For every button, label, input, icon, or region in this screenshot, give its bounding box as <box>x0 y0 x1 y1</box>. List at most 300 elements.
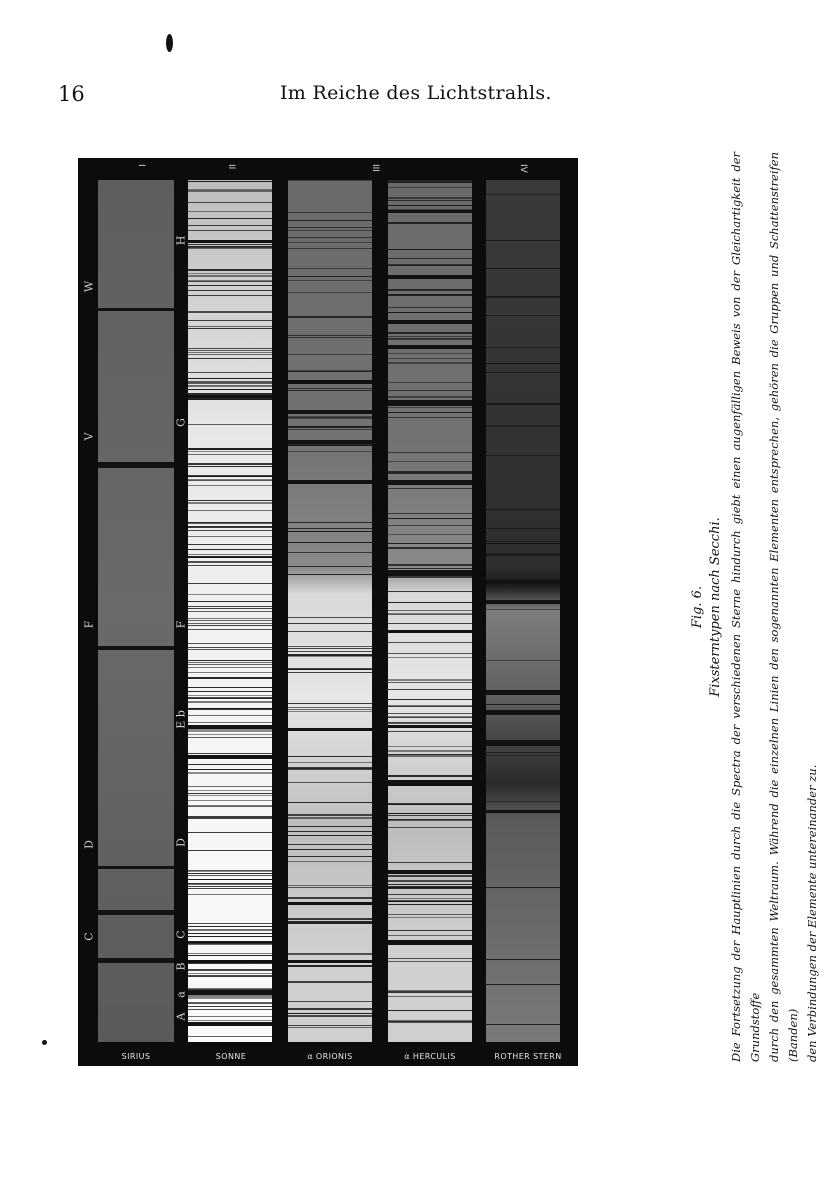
strong-band <box>486 600 560 604</box>
figure-description <box>727 152 822 1062</box>
absorption-line <box>388 917 472 918</box>
absorption-line <box>188 530 272 531</box>
absorption-line <box>188 544 272 545</box>
absorption-line <box>288 782 372 783</box>
absorption-line <box>388 336 472 337</box>
page-number: 16 <box>58 82 85 106</box>
absorption-line <box>188 884 272 885</box>
absorption-line <box>388 332 472 334</box>
absorption-line <box>288 756 372 757</box>
absorption-line <box>188 873 272 874</box>
strong-band <box>388 630 472 633</box>
absorption-line <box>188 565 272 566</box>
label-alpha-herculis: α HERCULIS <box>404 1052 456 1061</box>
absorption-line <box>288 371 372 372</box>
absorption-line <box>188 502 272 504</box>
absorption-line <box>188 424 272 425</box>
absorption-line <box>288 418 372 419</box>
absorption-line <box>188 549 272 550</box>
strong-band <box>388 780 472 786</box>
absorption-line <box>486 363 560 364</box>
absorption-line <box>388 339 472 340</box>
line-label-a: A <box>174 1012 188 1021</box>
absorption-line <box>486 801 560 802</box>
absorption-line <box>288 390 372 391</box>
strong-band <box>98 646 174 650</box>
absorption-line <box>388 222 472 224</box>
line-label-h: H <box>174 235 188 246</box>
absorption-line <box>288 248 372 249</box>
absorption-line <box>188 976 272 977</box>
absorption-line <box>388 525 472 526</box>
absorption-line <box>388 723 472 724</box>
absorption-line <box>288 268 372 269</box>
absorption-line <box>486 315 560 316</box>
line-label-eb: E b <box>174 710 188 729</box>
line-label-a-small: a <box>174 991 188 998</box>
absorption-line <box>388 518 472 519</box>
absorption-line <box>288 542 372 543</box>
absorption-line <box>288 566 372 567</box>
absorption-line <box>188 818 272 819</box>
absorption-line <box>288 528 372 529</box>
strong-band <box>188 960 272 963</box>
strong-band <box>388 940 472 945</box>
absorption-line <box>388 961 472 962</box>
absorption-line <box>188 510 272 511</box>
absorption-line <box>388 205 472 206</box>
absorption-line <box>388 699 472 700</box>
absorption-line <box>388 543 472 544</box>
absorption-line <box>188 871 272 872</box>
absorption-line <box>188 269 272 271</box>
absorption-line <box>388 614 472 615</box>
absorption-line <box>388 682 472 683</box>
absorption-line <box>188 697 272 698</box>
absorption-line <box>288 966 372 967</box>
absorption-line <box>388 358 472 359</box>
absorption-line <box>188 753 272 754</box>
absorption-line <box>388 289 472 291</box>
absorption-line <box>188 225 272 226</box>
absorption-line <box>288 623 372 624</box>
absorption-line <box>188 929 272 931</box>
absorption-line <box>188 181 272 182</box>
strong-band <box>98 462 174 468</box>
absorption-line <box>288 1008 372 1010</box>
absorption-line <box>388 642 472 643</box>
absorption-line <box>288 237 372 238</box>
absorption-line <box>288 280 372 281</box>
absorption-line <box>388 935 472 936</box>
absorption-line <box>388 307 472 308</box>
absorption-line <box>188 354 272 355</box>
absorption-line <box>486 755 560 756</box>
absorption-line <box>188 211 272 212</box>
absorption-line <box>388 819 472 821</box>
absorption-line <box>188 275 272 277</box>
absorption-line <box>188 664 272 665</box>
absorption-line <box>188 764 272 765</box>
absorption-line <box>188 923 272 924</box>
absorption-line <box>388 996 472 997</box>
roman-numeral-1: I <box>136 164 146 167</box>
strong-band <box>288 440 372 444</box>
absorption-line <box>188 536 272 537</box>
absorption-line <box>188 832 272 833</box>
figure-caption <box>690 152 819 1062</box>
absorption-line <box>188 944 272 945</box>
absorption-line <box>388 488 472 489</box>
absorption-line <box>188 311 272 313</box>
strong-band <box>188 1022 272 1026</box>
absorption-line <box>486 704 560 705</box>
absorption-line <box>188 606 272 607</box>
absorption-line <box>486 509 560 510</box>
absorption-line <box>388 180 472 181</box>
absorption-line <box>388 705 472 707</box>
strong-band <box>288 380 372 384</box>
absorption-line <box>188 464 272 465</box>
absorption-line <box>388 717 472 718</box>
absorption-line <box>288 921 372 923</box>
absorption-line <box>188 485 272 486</box>
strong-band <box>288 728 372 731</box>
absorption-line <box>188 326 272 327</box>
absorption-line <box>188 629 272 630</box>
absorption-line <box>388 689 472 690</box>
absorption-line <box>288 354 372 355</box>
absorption-line <box>188 295 272 296</box>
absorption-line <box>486 425 560 427</box>
absorption-line <box>188 352 272 353</box>
absorption-line <box>388 181 472 182</box>
absorption-line <box>188 769 272 770</box>
absorption-line <box>188 230 272 231</box>
absorption-line <box>388 382 472 383</box>
strong-band <box>98 308 174 311</box>
absorption-line <box>388 862 472 863</box>
absorption-line <box>188 526 272 528</box>
strong-band <box>388 870 472 874</box>
absorption-line <box>388 731 472 732</box>
absorption-line <box>188 879 272 880</box>
absorption-line <box>188 806 272 807</box>
absorption-line <box>288 856 372 857</box>
absorption-line <box>188 936 272 937</box>
absorption-line <box>388 547 472 549</box>
absorption-line <box>188 623 272 624</box>
absorption-line <box>288 230 372 231</box>
absorption-line <box>288 242 372 243</box>
absorption-line <box>188 942 272 943</box>
absorption-line <box>388 407 472 408</box>
absorption-line <box>388 265 472 266</box>
absorption-line <box>388 312 472 313</box>
absorption-line <box>188 988 272 989</box>
absorption-line <box>188 894 272 895</box>
absorption-line <box>188 667 272 668</box>
absorption-line <box>188 285 272 286</box>
absorption-line <box>288 617 372 618</box>
absorption-line <box>188 247 272 249</box>
caption-line: durch den gesammten Weltraum. Während die einzelnen Linien den sogenannten Elementen entsprechen, gehören die Gruppen und Schattenstreifen (Banden) <box>767 152 800 1062</box>
absorption-line <box>388 417 472 418</box>
absorption-line <box>486 984 560 985</box>
absorption-line <box>388 200 472 201</box>
absorption-line <box>288 953 372 955</box>
absorption-line <box>486 1024 560 1025</box>
strong-band <box>188 990 272 995</box>
absorption-line <box>388 452 472 453</box>
absorption-line <box>388 197 472 199</box>
strong-band <box>98 958 174 963</box>
line-label-c-sirius: C <box>82 932 96 941</box>
absorption-line <box>486 609 560 610</box>
absorption-line <box>388 991 472 992</box>
absorption-line <box>486 959 560 960</box>
absorption-line <box>486 296 560 298</box>
absorption-line <box>486 554 560 556</box>
absorption-line <box>188 466 272 467</box>
absorption-line <box>188 926 272 927</box>
line-label-w: W <box>82 280 96 293</box>
absorption-line <box>288 672 372 673</box>
running-title: Im Reiche des Lichtstrahls. <box>280 82 552 104</box>
absorption-line <box>388 827 472 828</box>
absorption-line <box>188 790 272 791</box>
absorption-line <box>486 240 560 241</box>
absorption-line <box>188 875 272 876</box>
strong-band <box>288 960 372 963</box>
spectrum-alpha-orionis <box>288 180 372 1042</box>
label-alpha-orionis: α ORIONIS <box>307 1052 353 1061</box>
absorption-line <box>388 473 472 474</box>
absorption-line <box>188 479 272 480</box>
absorption-line <box>188 620 272 621</box>
absorption-line <box>288 335 372 336</box>
absorption-line <box>388 775 472 777</box>
absorption-line <box>288 768 372 769</box>
absorption-line <box>388 568 472 569</box>
ink-speck <box>42 1040 47 1045</box>
strong-band <box>188 240 272 243</box>
absorption-line <box>388 894 472 895</box>
line-label-d-sirius: D <box>82 840 96 849</box>
absorption-line <box>486 347 560 348</box>
absorption-line <box>188 643 272 644</box>
absorption-line <box>288 445 372 446</box>
absorption-line <box>188 583 272 584</box>
absorption-line <box>188 522 272 523</box>
absorption-line <box>288 981 372 983</box>
absorption-line <box>486 543 560 544</box>
absorption-line <box>188 554 272 555</box>
strong-band <box>288 480 372 484</box>
absorption-line <box>188 383 272 384</box>
absorption-line <box>188 886 272 887</box>
absorption-line <box>188 722 272 723</box>
absorption-line <box>388 884 472 885</box>
absorption-line <box>486 372 560 373</box>
line-label-f-sirius: F <box>82 620 96 629</box>
absorption-line <box>188 786 272 787</box>
absorption-line <box>388 264 472 265</box>
absorption-line <box>188 955 272 956</box>
line-label-f-sun: F <box>174 620 188 629</box>
absorption-line <box>288 1015 372 1017</box>
absorption-line <box>288 429 372 430</box>
absorption-line <box>486 528 560 529</box>
absorption-line <box>188 660 272 661</box>
absorption-line <box>288 817 372 819</box>
absorption-line <box>388 390 472 391</box>
absorption-line <box>486 660 560 661</box>
strong-band <box>486 710 560 715</box>
absorption-line <box>188 378 272 379</box>
absorption-line <box>188 348 272 349</box>
absorption-line <box>188 190 272 192</box>
absorption-line <box>188 1036 272 1037</box>
absorption-line <box>188 734 272 735</box>
absorption-line <box>188 320 272 321</box>
strong-band <box>486 580 560 584</box>
absorption-line <box>388 338 472 339</box>
absorption-line <box>188 888 272 889</box>
absorption-line <box>288 227 372 228</box>
strong-band <box>388 275 472 279</box>
absorption-line <box>288 835 372 836</box>
strong-band <box>388 725 472 728</box>
absorption-line <box>188 244 272 245</box>
strong-band <box>98 910 174 915</box>
absorption-line <box>188 708 272 710</box>
absorption-line <box>188 715 272 716</box>
absorption-line <box>388 362 472 364</box>
absorption-line <box>188 523 272 524</box>
absorption-line <box>188 687 272 688</box>
absorption-line <box>188 772 272 774</box>
absorption-line <box>388 713 472 714</box>
absorption-line <box>388 534 472 535</box>
absorption-line <box>388 1022 472 1023</box>
absorption-line <box>288 918 372 920</box>
strong-band <box>188 755 272 759</box>
roman-numeral-2: II <box>226 164 236 170</box>
absorption-line <box>288 1013 372 1014</box>
absorption-line <box>288 707 372 708</box>
line-label-v: V <box>82 432 96 441</box>
absorption-line <box>388 565 472 566</box>
absorption-line <box>188 399 272 400</box>
absorption-line <box>388 887 472 889</box>
absorption-line <box>188 649 272 650</box>
roman-numeral-3: III <box>370 164 380 172</box>
absorption-line <box>188 475 272 477</box>
absorption-line <box>288 1027 372 1028</box>
absorption-line <box>188 677 272 679</box>
strong-band <box>388 570 472 576</box>
absorption-line <box>388 880 472 882</box>
absorption-line <box>188 246 272 247</box>
absorption-line <box>486 752 560 753</box>
absorption-line <box>188 281 272 282</box>
absorption-line <box>388 623 472 624</box>
absorption-line <box>288 220 372 221</box>
absorption-line <box>288 769 372 770</box>
absorption-line <box>288 180 372 181</box>
absorption-line <box>188 557 272 558</box>
absorption-line <box>288 669 372 670</box>
absorption-line <box>388 396 472 398</box>
absorption-line <box>188 647 272 648</box>
absorption-line <box>188 611 272 612</box>
strong-band <box>388 210 472 213</box>
absorption-line <box>486 194 560 195</box>
label-rother-stern: ROTHER STERN <box>494 1052 562 1061</box>
strong-band <box>486 690 560 695</box>
spectrum-rother-stern <box>486 180 560 1042</box>
absorption-line <box>388 610 472 611</box>
absorption-line <box>388 746 472 747</box>
line-label-c-sun: C <box>174 930 188 939</box>
absorption-line <box>188 850 272 851</box>
absorption-line <box>388 249 472 250</box>
absorption-line <box>288 337 372 338</box>
absorption-line <box>486 403 560 405</box>
absorption-line <box>188 662 272 663</box>
absorption-line <box>388 613 472 614</box>
absorption-line <box>486 887 560 888</box>
absorption-line <box>288 574 372 575</box>
absorption-line <box>188 672 272 673</box>
strong-band <box>486 740 560 746</box>
absorption-line <box>388 755 472 757</box>
absorption-line <box>188 1020 272 1021</box>
absorption-line <box>188 601 272 602</box>
absorption-line <box>188 698 272 699</box>
absorption-line <box>288 316 372 317</box>
line-label-g: G <box>174 418 188 427</box>
spectral-plate <box>78 158 578 1066</box>
absorption-line <box>288 849 372 850</box>
absorption-line <box>288 388 372 389</box>
label-sonne: SONNE <box>215 1052 247 1061</box>
absorption-line <box>188 969 272 971</box>
absorption-line <box>288 1001 372 1002</box>
absorption-line <box>288 826 372 827</box>
absorption-line <box>388 904 472 905</box>
absorption-line <box>188 1016 272 1017</box>
absorption-line <box>188 997 272 999</box>
absorption-line <box>288 552 372 553</box>
absorption-line <box>188 608 272 609</box>
absorption-line <box>388 875 472 877</box>
absorption-line <box>188 500 272 501</box>
absorption-line <box>188 385 272 387</box>
strong-band <box>188 725 272 729</box>
absorption-line <box>188 618 272 619</box>
absorption-line <box>388 914 472 915</box>
absorption-line <box>388 591 472 592</box>
ink-speck <box>166 34 173 52</box>
absorption-line <box>388 412 472 413</box>
absorption-line <box>188 328 272 329</box>
strong-band <box>486 810 560 813</box>
absorption-line <box>288 711 372 712</box>
absorption-line <box>288 317 372 318</box>
absorption-line <box>288 292 372 293</box>
